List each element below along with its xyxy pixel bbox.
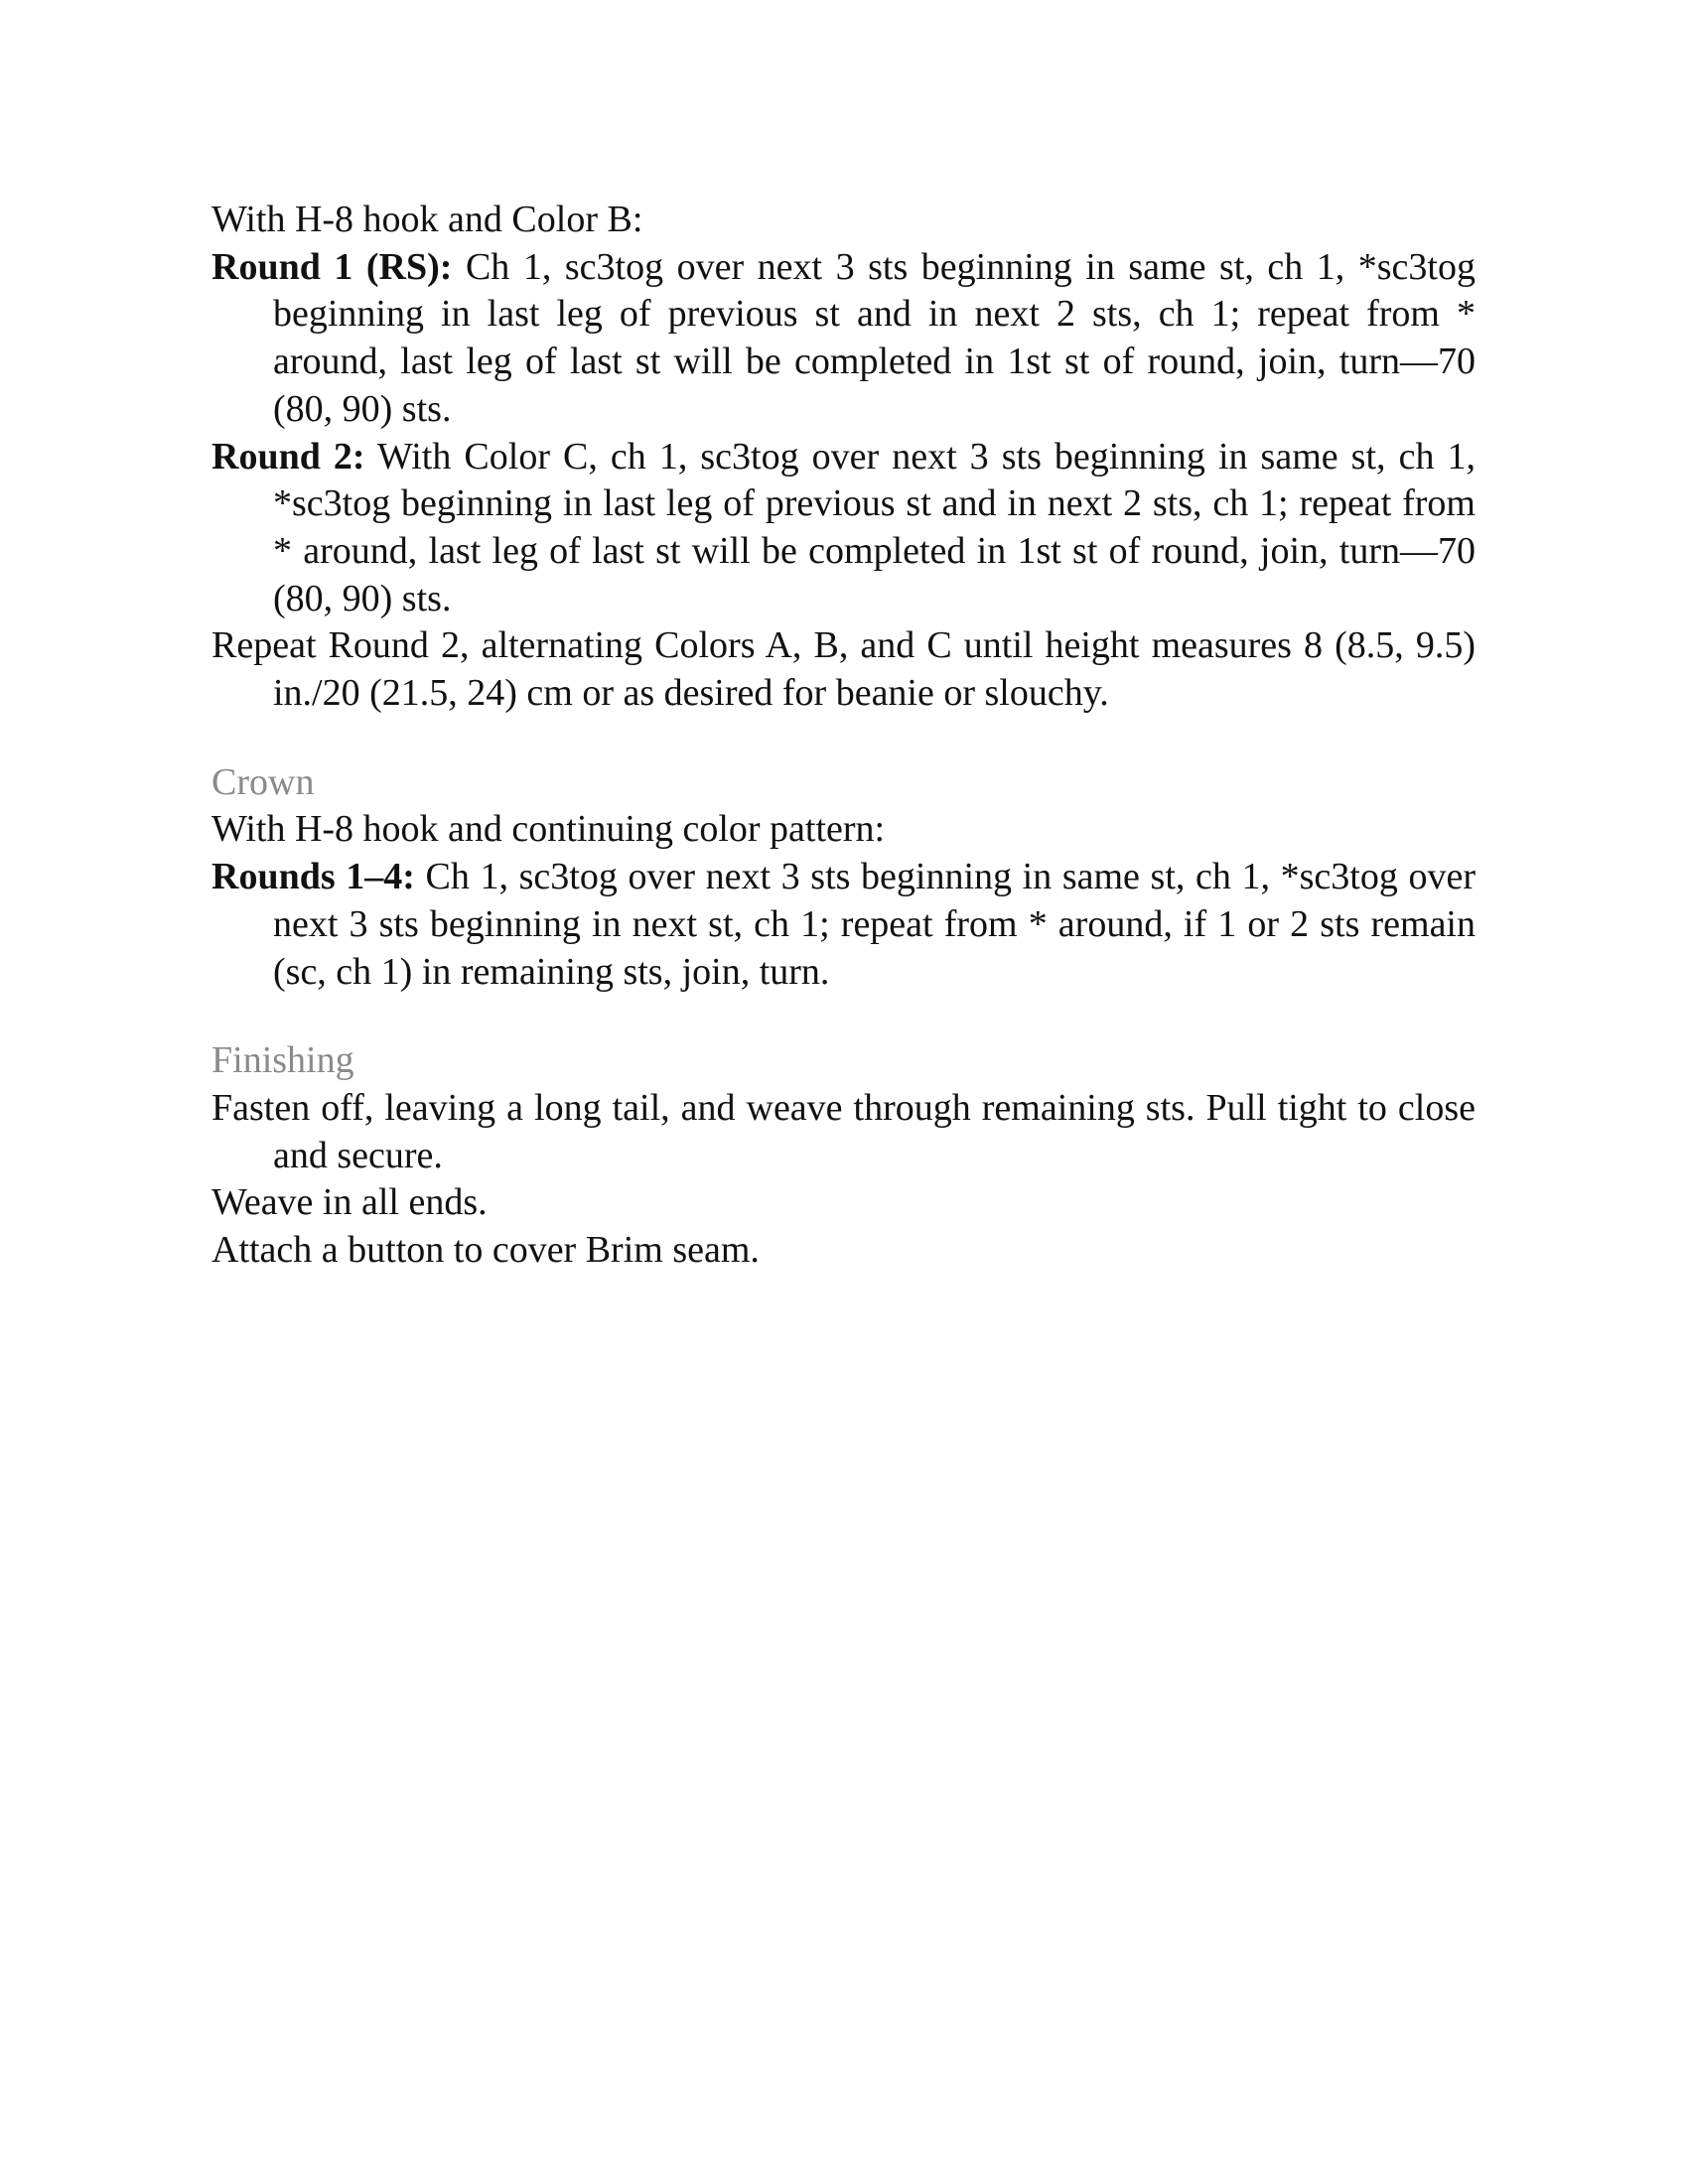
round-2-label: Round 2: bbox=[211, 435, 365, 478]
round-1-instruction bbox=[211, 244, 1476, 434]
document-page bbox=[211, 197, 1476, 1275]
crown-rounds-label: Rounds 1–4: bbox=[211, 856, 415, 898]
fasten-instruction: Fasten off, leaving a long tail, and weave through remaining sts. Pull tight to close and secure. bbox=[211, 1086, 1476, 1176]
repeat-instruction: Repeat Round 2, alternating Colors A, B, and C until height measures 8 (8.5, 9.5) in./20 (21.5, 24) cm or as desired for beanie or slouchy. bbox=[211, 624, 1476, 715]
attach-instruction: Attach a button to cover Brim seam. bbox=[211, 1229, 760, 1272]
round-1-text: Ch 1, sc3tog over next 3 sts beginning in same st, ch 1, *sc3tog beginning in last leg of previous st and in next 2 sts, ch 1; repeat from * around, last leg of last st will be completed in 1st st of round, join, turn—70 (80, 90) sts. bbox=[273, 245, 1476, 430]
finishing-heading: Finishing bbox=[211, 1039, 354, 1082]
round-1-label: Round 1 (RS): bbox=[211, 245, 453, 288]
crown-rounds-instruction bbox=[211, 854, 1476, 996]
crown-heading: Crown bbox=[211, 760, 315, 803]
round-2-text: With Color C, ch 1, sc3tog over next 3 sts beginning in same st, ch 1, *sc3tog beginning in last leg of previous st and in next 2 sts, ch 1; repeat from * around, last leg of last st will be completed in 1st st of round, join, turn—70 (80, 90) sts. bbox=[273, 435, 1476, 619]
section-spacer bbox=[211, 718, 1476, 759]
crown-intro: With H-8 hook and continuing color pattern: bbox=[211, 808, 886, 851]
round-2-instruction bbox=[211, 434, 1476, 623]
crown-rounds-text: Ch 1, sc3tog over next 3 sts beginning in same st, ch 1, *sc3tog over next 3 sts beginning in next st, ch 1; repeat from * around, if 1 or 2 sts remain (sc, ch 1) in remaining sts, join, turn. bbox=[273, 856, 1476, 993]
section-spacer bbox=[211, 996, 1476, 1037]
weave-instruction: Weave in all ends. bbox=[211, 1181, 488, 1224]
body-intro: With H-8 hook and Color B: bbox=[211, 199, 643, 240]
